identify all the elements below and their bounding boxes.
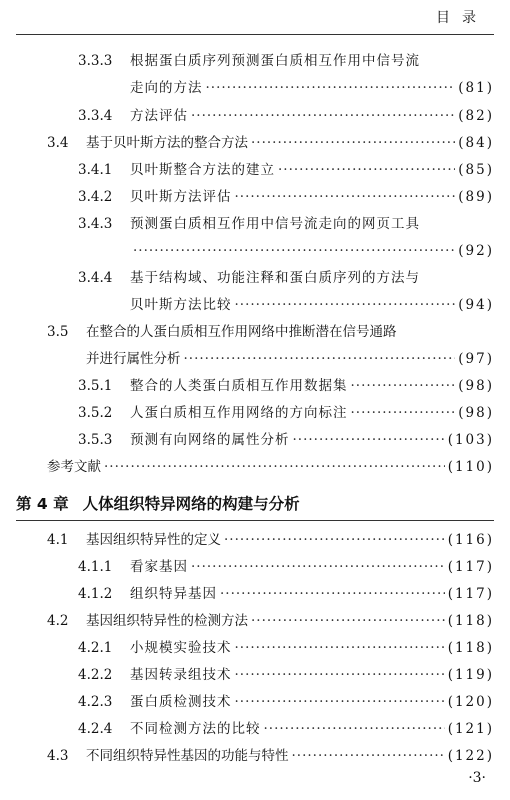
dot-leader — [235, 692, 445, 712]
toc-entry-3-5-1[interactable] — [0, 376, 510, 396]
entry-title: 人蛋白质相互作用网络的方向标注 — [130, 405, 348, 421]
toc-entry-references[interactable] — [0, 457, 510, 477]
entry-number: 4.3 — [47, 748, 69, 764]
entry-title: 预测有向网络的属性分析 — [130, 432, 290, 448]
toc-entry-3-3-4[interactable] — [0, 106, 510, 126]
dot-leader — [235, 187, 456, 207]
page-number: (120) — [447, 694, 494, 710]
dot-leader — [278, 160, 455, 180]
toc-entry-4-2[interactable] — [0, 611, 510, 631]
entry-number: 3.4.4 — [78, 270, 113, 286]
entry-number: 3.4 — [47, 135, 69, 151]
entry-title-line1: 在整合的人蛋白质相互作用网络中推断潜在信号通路 — [86, 324, 397, 340]
dot-leader — [351, 403, 456, 423]
toc-entry-4-2-4[interactable] — [0, 719, 510, 739]
toc-entry-3-4-3[interactable] — [0, 214, 510, 234]
entry-title: 不同检测方法的比较 — [130, 721, 261, 737]
entry-number: 4.1 — [47, 532, 69, 548]
dot-leader — [191, 557, 445, 577]
page-number: (119) — [447, 667, 494, 683]
page-number: (89) — [458, 189, 494, 205]
page-number: (122) — [447, 748, 494, 764]
toc-entry-3-4-4-cont[interactable] — [0, 295, 510, 315]
dot-leader — [191, 106, 455, 126]
entry-title-line2: 走向的方法 — [130, 80, 203, 96]
entry-title-line2: 并进行属性分析 — [86, 351, 181, 367]
page-number: (98) — [458, 405, 494, 421]
entry-number: 3.4.1 — [78, 162, 113, 178]
dot-leader — [133, 241, 455, 261]
page-number: (116) — [447, 532, 494, 548]
page-number: (117) — [447, 586, 494, 602]
entry-title: 基因组织特异性的定义 — [86, 532, 221, 548]
page-number: (118) — [447, 640, 494, 656]
dot-leader — [184, 349, 456, 369]
running-head: 目录 — [436, 10, 488, 26]
page-number: (85) — [458, 162, 494, 178]
entry-number: 3.4.3 — [78, 216, 113, 232]
toc-entry-4-1-2[interactable] — [0, 584, 510, 604]
entry-number: 4.2.4 — [78, 721, 113, 737]
entry-title: 基因转录组技术 — [130, 667, 232, 683]
toc-entry-3-5-3[interactable] — [0, 430, 510, 450]
toc-entry-3-3-3-cont[interactable] — [0, 78, 510, 98]
dot-leader — [351, 376, 456, 396]
page-number: (97) — [458, 351, 494, 367]
page-number: (92) — [458, 243, 494, 259]
entry-title: 贝叶斯整合方法的建立 — [130, 162, 275, 178]
entry-title: 基于贝叶斯方法的整合方法 — [86, 135, 248, 151]
entry-title: 预测蛋白质相互作用中信号流走向的网页工具 — [130, 216, 420, 232]
dot-leader — [293, 430, 445, 450]
dot-leader — [235, 665, 445, 685]
toc-entry-3-4[interactable] — [0, 133, 510, 153]
entry-title: 不同组织特异性基因的功能与特性 — [86, 748, 289, 764]
page-number: (84) — [458, 135, 494, 151]
page-number: (82) — [458, 108, 494, 124]
entry-title: 小规模实验技术 — [130, 640, 232, 656]
toc-entry-4-3[interactable] — [0, 746, 510, 766]
entry-title: 蛋白质检测技术 — [130, 694, 232, 710]
entry-number: 3.3.3 — [78, 53, 113, 69]
entry-title: 参考文献 — [47, 459, 101, 475]
toc-entry-3-5-cont[interactable] — [0, 349, 510, 369]
entry-title-line2: 贝叶斯方法比较 — [130, 297, 232, 313]
dot-leader — [264, 719, 445, 739]
entry-title-line1: 根据蛋白质序列预测蛋白质相互作用中信号流 — [130, 53, 420, 69]
dot-leader — [292, 746, 445, 766]
entry-title: 看家基因 — [130, 559, 188, 575]
entry-number: 4.2.2 — [78, 667, 113, 683]
toc-entry-3-5-2[interactable] — [0, 403, 510, 423]
chapter-number: 第 4 章 — [16, 495, 69, 513]
toc-entry-4-1-1[interactable] — [0, 557, 510, 577]
toc-entry-3-5[interactable] — [0, 322, 510, 342]
page-number: (110) — [447, 459, 494, 475]
page-number: (81) — [458, 80, 494, 96]
toc-entry-4-2-2[interactable] — [0, 665, 510, 685]
entry-title: 贝叶斯方法评估 — [130, 189, 232, 205]
entry-number: 4.2.1 — [78, 640, 113, 656]
entry-number: 4.2 — [47, 613, 69, 629]
page-number: (98) — [458, 378, 494, 394]
dot-leader — [235, 295, 456, 315]
page-number: (118) — [447, 613, 494, 629]
entry-number: 3.5.3 — [78, 432, 113, 448]
entry-number: 3.5.2 — [78, 405, 113, 421]
page-number: (94) — [458, 297, 494, 313]
page-folio: ·3· — [468, 770, 486, 786]
entry-number: 4.2.3 — [78, 694, 113, 710]
page-number: (103) — [447, 432, 494, 448]
dot-leader — [251, 611, 445, 631]
toc-entry-3-4-4[interactable] — [0, 268, 510, 288]
dot-leader — [224, 530, 445, 550]
dot-leader — [104, 457, 445, 477]
entry-number: 3.4.2 — [78, 189, 113, 205]
toc-entry-3-4-2[interactable] — [0, 187, 510, 207]
entry-number: 4.1.2 — [78, 586, 113, 602]
entry-title-line1: 基于结构域、功能注释和蛋白质序列的方法与 — [130, 270, 420, 286]
entry-title: 整合的人类蛋白质相互作用数据集 — [130, 378, 348, 394]
entry-number: 3.3.4 — [78, 108, 113, 124]
chapter-rule — [16, 520, 494, 521]
toc-entry-3-3-3[interactable] — [0, 51, 510, 71]
dot-leader — [235, 638, 445, 658]
toc-entry-3-4-1[interactable] — [0, 160, 510, 180]
page-number: (117) — [447, 559, 494, 575]
page-number: (121) — [447, 721, 494, 737]
entry-number: 3.5.1 — [78, 378, 113, 394]
entry-title: 基因组织特异性的检测方法 — [86, 613, 248, 629]
toc-entry-4-2-3[interactable] — [0, 692, 510, 712]
entry-title: 方法评估 — [130, 108, 188, 124]
chapter-title: 人体组织特异网络的构建与分析 — [82, 495, 300, 513]
dot-leader — [220, 584, 445, 604]
header-rule — [16, 34, 494, 35]
dot-leader — [251, 133, 455, 153]
chapter-heading[interactable] — [16, 492, 300, 514]
entry-title: 组织特异基因 — [130, 586, 217, 602]
dot-leader — [206, 78, 456, 98]
entry-number: 4.1.1 — [78, 559, 113, 575]
entry-number: 3.5 — [47, 324, 69, 340]
toc-entry-3-4-3-cont[interactable] — [0, 241, 510, 261]
toc-entry-4-2-1[interactable] — [0, 638, 510, 658]
toc-entry-4-1[interactable] — [0, 530, 510, 550]
